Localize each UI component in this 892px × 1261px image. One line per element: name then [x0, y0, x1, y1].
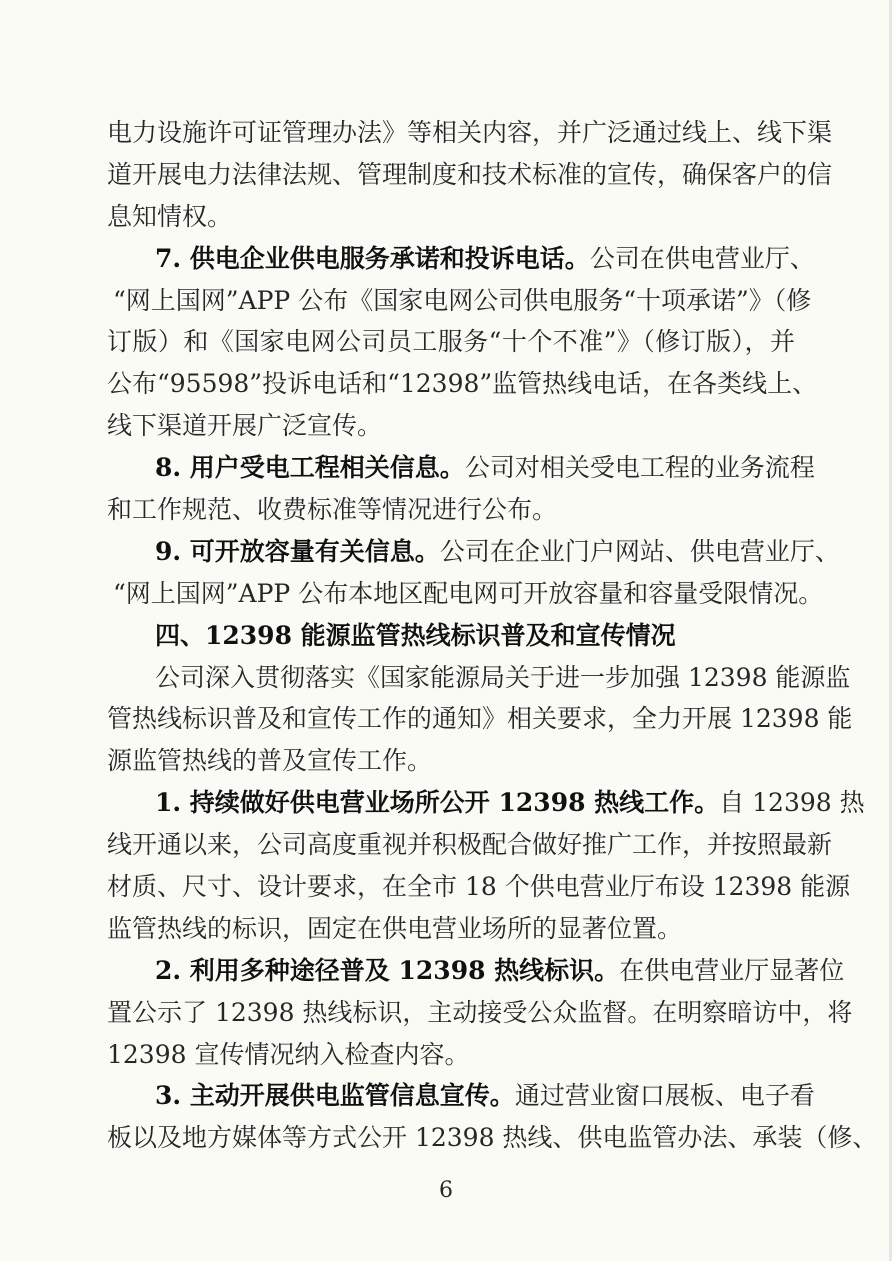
item-9-heading: 9. 可开放容量有关信息。公司在企业门户网站、供电营业厅、: [155, 536, 840, 566]
text-line: 息知情权。: [107, 201, 233, 231]
section-4-heading: 四、12398 能源监管热线标识普及和宣传情况: [155, 620, 676, 650]
text-line: 材质、尺寸、设计要求，在全市 18 个供电营业厅布设 12398 能源: [107, 872, 851, 902]
item-7-heading: 7. 供电企业供电服务承诺和投诉电话。公司在供电营业厅、: [155, 243, 815, 273]
text-line: 公司深入贯彻落实《国家能源局关于进一步加强 12398 能源监: [155, 662, 851, 692]
text-line: “网上国网”APP 公布《国家电网公司供电服务“十项承诺”》（修: [113, 285, 812, 315]
text-line: 公布“95598”投诉电话和“12398”监管热线电话，在各类线上、: [107, 369, 818, 399]
text-line: 线下渠道开展广泛宣传。: [107, 411, 383, 441]
text-line: 线开通以来，公司高度重视并积极配合做好推广工作，并按照最新: [107, 830, 833, 860]
item-2-heading: 2. 利用多种途径普及 12398 热线标识。在供电营业厅显著位: [155, 955, 845, 985]
item-8-heading: 8. 用户受电工程相关信息。公司对相关受电工程的业务流程: [155, 453, 815, 483]
page-number: 6: [439, 1178, 453, 1203]
text-line: 电力设施许可证管理办法》等相关内容，并广泛通过线上、线下渠: [107, 118, 833, 147]
text-line: 监管热线的标识，固定在供电营业场所的显著位置。: [107, 913, 683, 943]
text-line: 置公示了 12398 热线标识，主动接受公众监督。在明察暗访中，将: [107, 997, 853, 1027]
text-line: 道开展电力法律法规、管理制度和技术标准的宣传，确保客户的信: [107, 159, 833, 189]
text-line: 源监管热线的普及宣传工作。: [107, 746, 433, 776]
item-1-heading: 1. 持续做好供电营业场所公开 12398 热线工作。自 12398 热: [155, 788, 865, 818]
item-3-heading: 3. 主动开展供电监管信息宣传。通过营业窗口展板、电子看: [155, 1081, 815, 1111]
text-line: “网上国网”APP 公布本地区配电网可开放容量和容量受限情况。: [113, 578, 824, 608]
text-line: 12398 宣传情况纳入检查内容。: [107, 1039, 470, 1069]
document-body: [107, 112, 878, 1159]
text-line: 管热线标识普及和宣传工作的通知》相关要求，全力开展 12398 能: [107, 704, 853, 734]
text-line: 和工作规范、收费标准等情况进行公布。: [107, 495, 558, 525]
text-line: 订版）和《国家电网公司员工服务“十个不准”》（修订版），并: [107, 327, 795, 357]
text-line: 板以及地方媒体等方式公开 12398 热线、供电监管办法、承装（修、: [107, 1123, 878, 1153]
